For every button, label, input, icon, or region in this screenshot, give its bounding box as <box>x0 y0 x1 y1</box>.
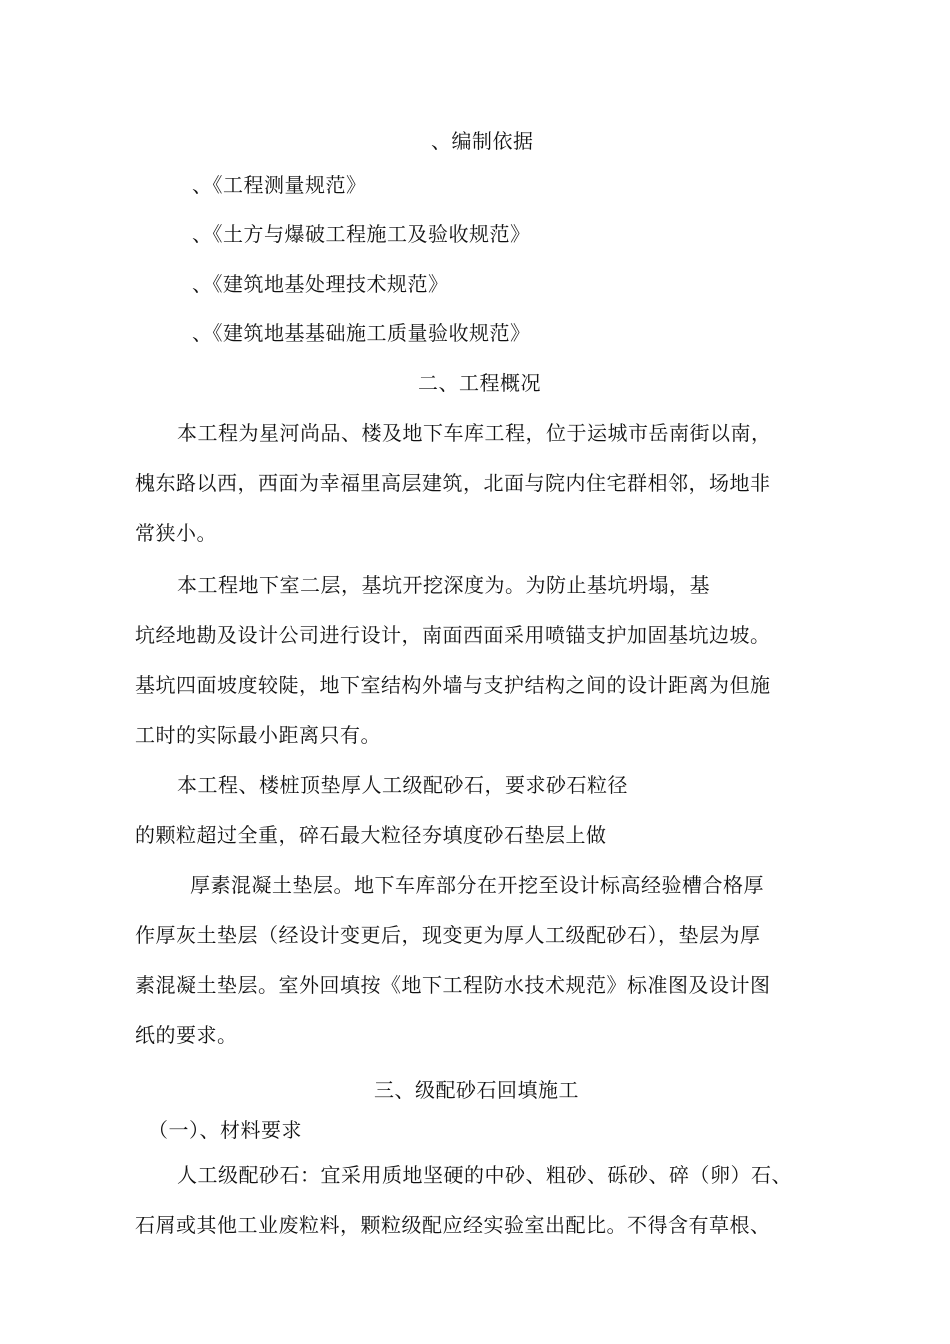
overview-line-7: 工时的实际最小距离只有。 <box>135 723 381 747</box>
overview-line-11: 作厚灰土垫层（经设计变更后，现变更为厚人工级配砂石），垫层为厚 <box>135 923 761 947</box>
material-line-2: 石屑或其他工业废粒料，颗粒级配应经实验室出配比。不得含有草根、 <box>135 1213 771 1237</box>
section-heading-overview: 二、工程概况 <box>418 371 541 395</box>
overview-line-4: 本工程地下室二层，基坑开挖深度为。为防止基坑坍塌，基 <box>177 573 710 597</box>
section-heading-basis: 、编制依据 <box>431 129 534 153</box>
overview-line-2: 槐东路以西，西面为幸福里高层建筑，北面与院内住宅群相邻，场地非 <box>135 471 771 495</box>
overview-line-10: 厚素混凝土垫层。地下车库部分在开挖至设计标高经验槽合格厚 <box>190 873 764 897</box>
overview-line-12: 素混凝土垫层。室外回填按《地下工程防水技术规范》标准图及设计图 <box>135 973 771 997</box>
basis-item-1: 、《工程测量规范》 <box>192 173 367 197</box>
subheading-material-requirements: （一）、材料要求 <box>148 1118 302 1142</box>
overview-line-5: 坑经地勘及设计公司进行设计，南面西面采用喷锚支护加固基坑边坡。 <box>135 623 771 647</box>
basis-item-4: 、《建筑地基基础施工质量验收规范》 <box>192 321 531 345</box>
overview-line-13: 纸的要求。 <box>135 1023 238 1047</box>
overview-line-9: 的颗粒超过全重，碎石最大粒径夯填度砂石垫层上做 <box>135 823 607 847</box>
overview-line-1: 本工程为星河尚品、楼及地下车库工程，位于运城市岳南街以南， <box>177 421 772 445</box>
overview-line-8: 本工程、楼桩顶垫厚人工级配砂石，要求砂石粒径 <box>177 773 628 797</box>
overview-line-3: 常狭小。 <box>135 521 217 545</box>
overview-line-6: 基坑四面坡度较陡，地下室结构外墙与支护结构之间的设计距离为但施 <box>135 673 771 697</box>
basis-item-2: 、《土方与爆破工程施工及验收规范》 <box>192 222 531 246</box>
section-heading-backfill: 三、级配砂石回填施工 <box>374 1078 579 1102</box>
basis-item-3: 、《建筑地基处理技术规范》 <box>192 272 449 296</box>
material-line-1: 人工级配砂石：宜采用质地坚硬的中砂、粗砂、砾砂、碎（卵）石、 <box>177 1163 792 1187</box>
